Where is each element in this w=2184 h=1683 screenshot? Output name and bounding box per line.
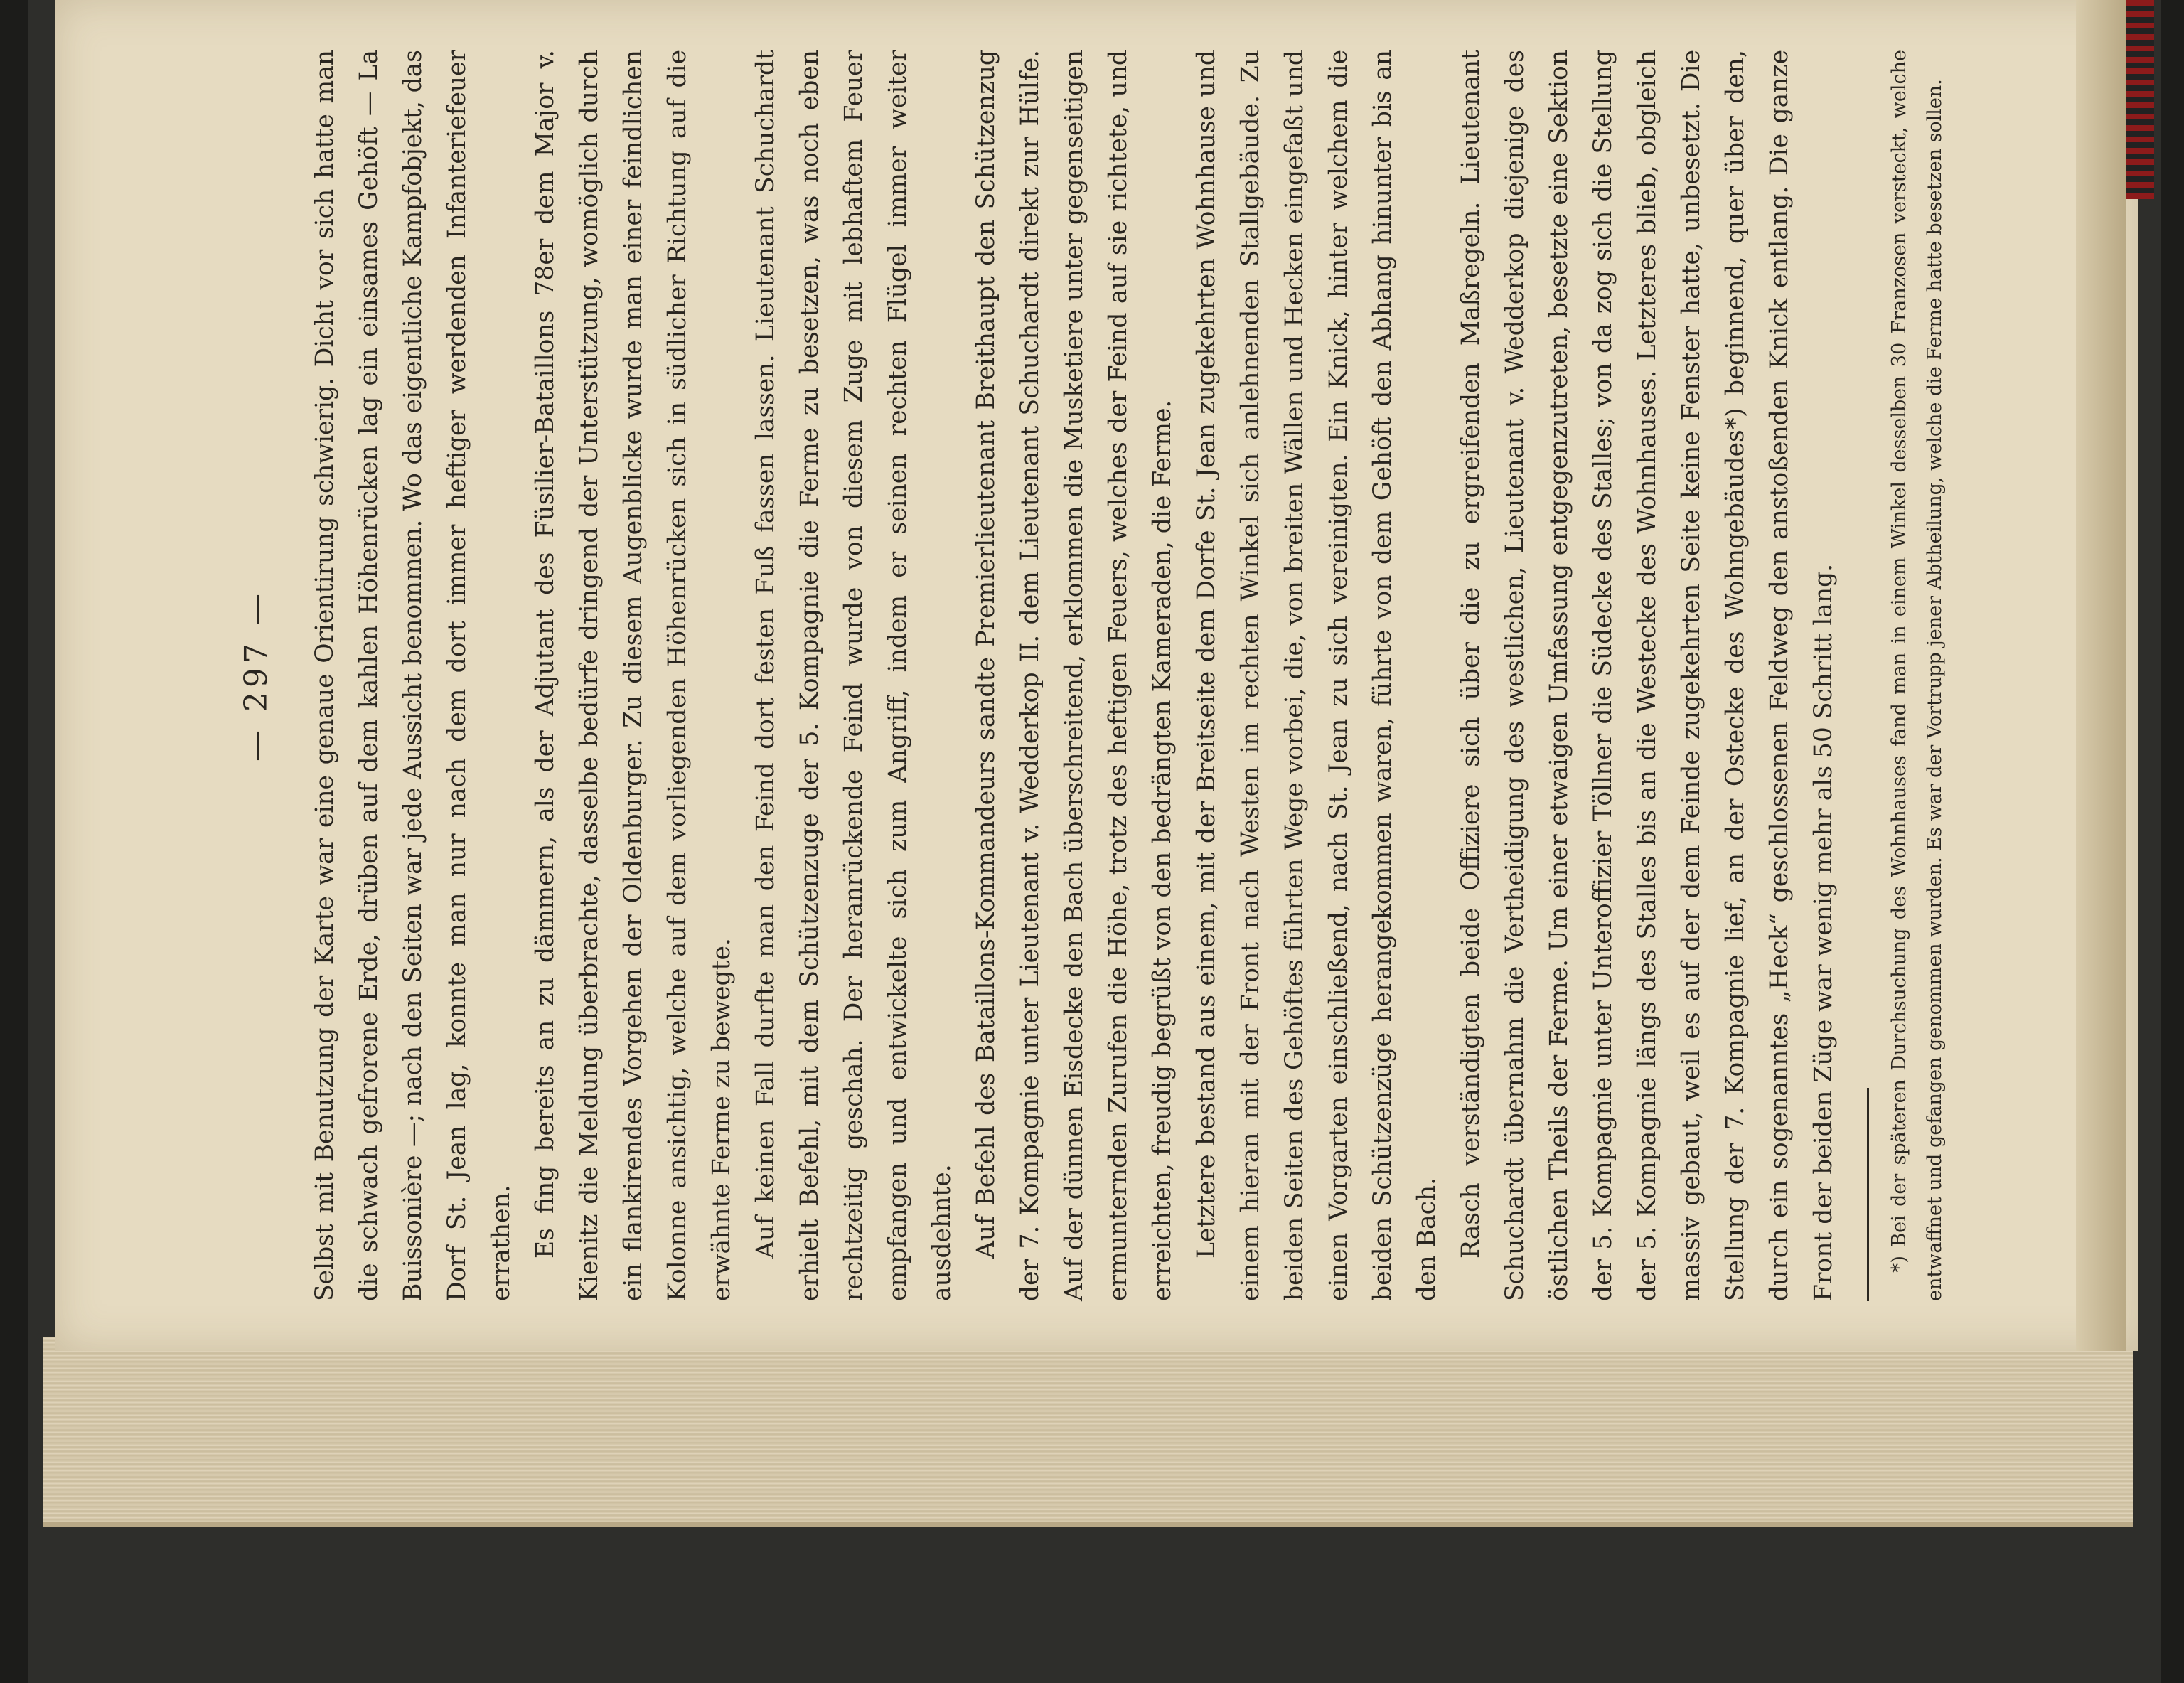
paragraph-3: Auf keinen Fall durfte man den Feind dort festen Fuß fassen lassen. Lieutenant Schuchardt erhielt Befehl, mit dem Schützenzuge der 5. Kompagnie die Ferme zu besetzen, was noch eben rechtzeitig geschah. Der heranrückende Feind wurde von diesem Zuge mit lebhaftem Feuer empfangen und entwickelte sich zum Angriff, indem er seinen rechten Flügel immer weiter ausdehnte. [751, 50, 956, 1301]
rotated-text-block [231, 50, 2023, 1301]
paragraph-2: Es fing bereits an zu dämmern, als der Adjutant des Füsilier-Bataillons 78er dem Major v. Kienitz die Meldung überbrachte, dasselbe bedürfe dringend der Unterstützung, womöglich durch ein flankirendes Vorgehen der Oldenburger. Zu diesem Augenblicke wurde man einer feindlichen Kolonne ansichtig, welche auf dem vorliegenden Höhenrücken sich in südlicher Richtung auf die erwähnte Ferme zu bewegte. [531, 50, 736, 1301]
page-number: — 297 — [238, 589, 274, 762]
page-edges [43, 1337, 2133, 1527]
paragraph-6: Rasch verständigten beide Offiziere sich über die zu ergreifenden Maßregeln. Lieutenant Schuchardt übernahm die Vertheidigung des westlichen, Lieutenant v. Wedderkop diejenige des östlichen Theils der Ferme. Um einer etwaigen Umfassung entgegenzutreten, besetzte eine Sektion der 5. Kompagnie unter Unteroffizier Töllner die Südecke des Stalles; von da zog sich die Stellung der 5. Kompagnie längs des Stalles bis an die Westecke des Wohnhauses. Letzteres blieb, obgleich massiv gebaut, weil es auf der dem Feinde zugekehrten Seite keine Fenster hatte, unbesetzt. Die Stellung der 7. Kompagnie lief, an der Ostecke des Wohngebäudes*) beginnend, quer über den, durch ein sogenanntes „Heck“ geschlossenen Feldweg den anstoßenden Knick entlang. Die ganze Front der beiden Züge war wenig mehr als 50 Schritt lang. [1457, 50, 1838, 1301]
footnote-rule [1867, 1088, 1869, 1301]
paragraph-5: Letztere bestand aus einem, mit der Breitseite dem Dorfe St. Jean zugekehrten Wohnhause und einem hieran mit der Front nach Westen im rechten Winkel sich anlehnenden Stallgebäude. Zu beiden Seiten des Gehöftes führten Wege vorbei, die, von breiten Wällen und Hecken eingefaßt und einen Vorgarten einschließend, nach St. Jean zu sich vereinigten. Ein Knick, hinter welchem die beiden Schützenzüge herangekommen waren, führte von dem Gehöft den Abhang hinunter bis an den Bach. [1192, 50, 1441, 1301]
bookmark-ribbon [2126, 0, 2154, 199]
paragraph-4: Auf Befehl des Bataillons-Kommandeurs sandte Premierlieutenant Breithaupt den Schützenzug der 7. Kompagnie unter Lieutenant v. Wedderkop II. dem Lieutenant Schuchardt direkt zur Hülfe. Auf der dünnen Eisdecke den Bach überschreitend, erklommen die Musketiere unter gegenseitigen ermunternden Zurufen die Höhe, trotz des heftigen Feuers, welches der Feind auf sie richtete, und erreichten, freudig begrüßt von den bedrängten Kameraden, die Ferme. [972, 50, 1177, 1301]
paragraph-1: Selbst mit Benutzung der Karte war eine genaue Orientirung schwierig. Dicht vor sich hatte man die schwach gefrorene Erde, drüben auf dem kahlen Höhenrücken lag ein einsames Gehöft — La Buissonière —; nach den Seiten war jede Aussicht benommen. Wo das eigentliche Kampfobjekt, das Dorf St. Jean lag, konnte man nur nach dem dort immer heftiger werdenden Infanteriefeuer errathen. [311, 50, 515, 1301]
footnote: *) Bei der späteren Durchsuchung des Wohnhauses fand man in einem Winkel desselben 30 Franzosen versteckt, welche entwaffnet und gefangen genommen wurden. Es war der Vortrupp jener Abtheilung, welche die Ferme hatte besetzen sollen. [1888, 50, 1946, 1301]
page-gutter [2076, 0, 2126, 1351]
